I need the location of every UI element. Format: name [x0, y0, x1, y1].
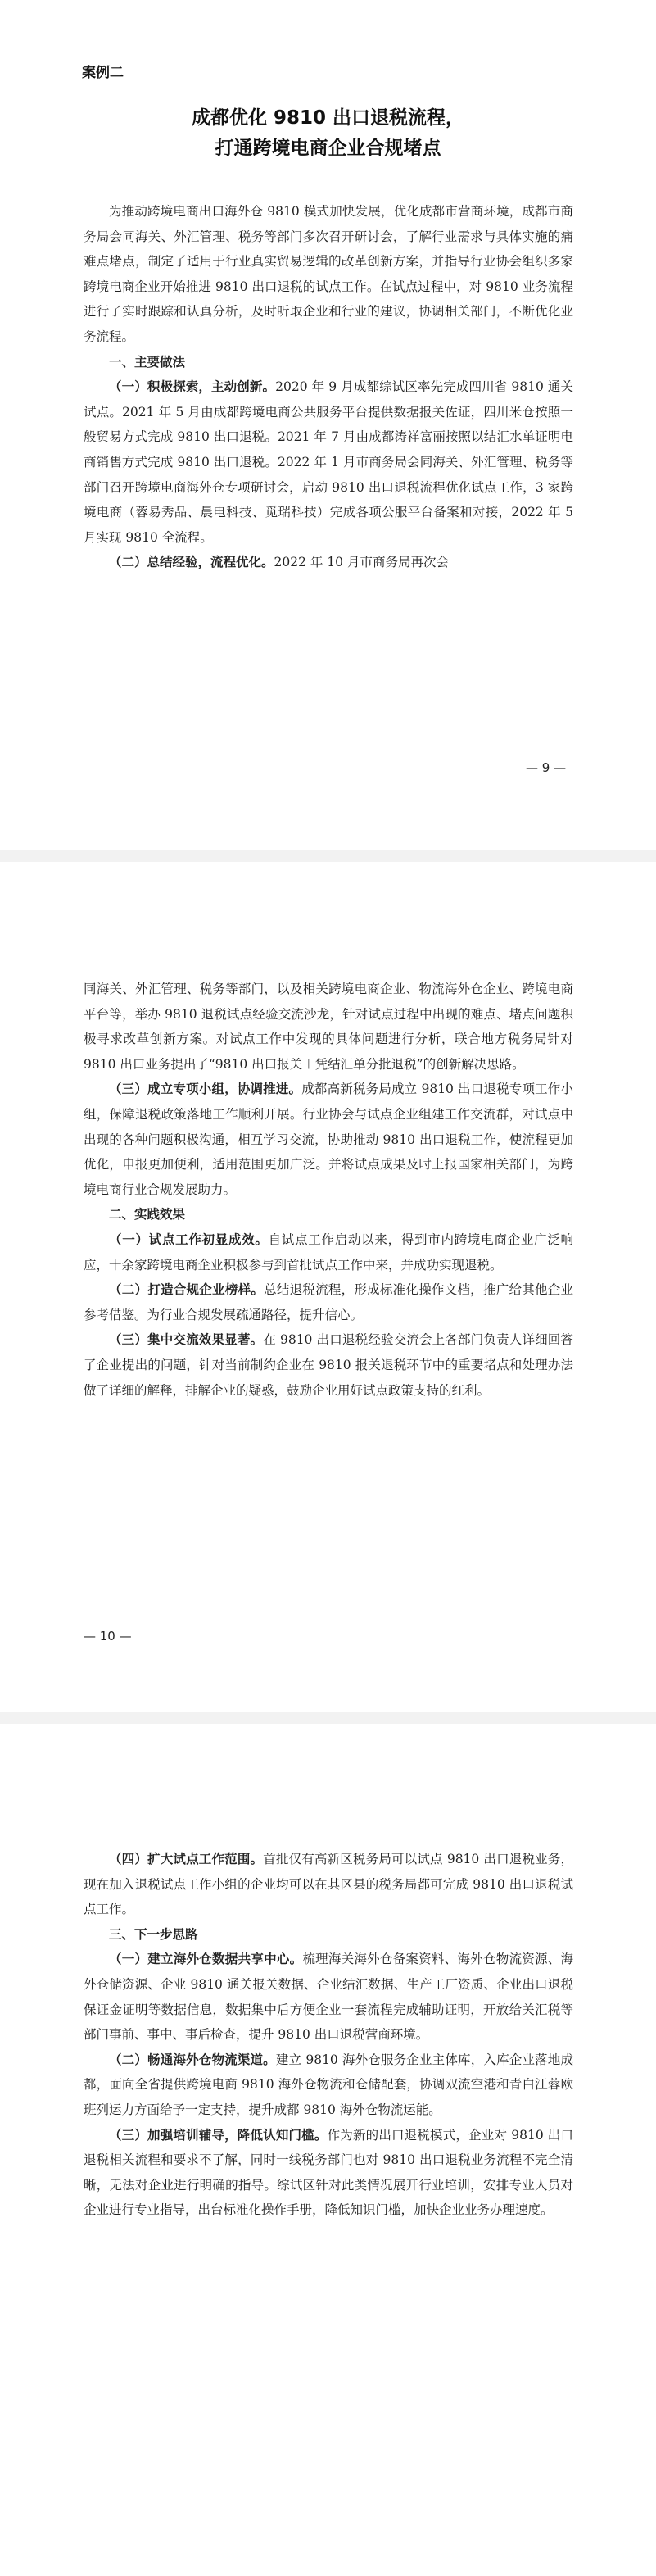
page-1-body	[84, 199, 573, 575]
next-1-heading: （一）建立海外仓数据共享中心。	[109, 1952, 303, 1967]
paragraph-next-3	[84, 2123, 573, 2223]
effect-4-heading: （四）扩大试点工作范围。	[109, 1852, 264, 1866]
effect-1-heading: （一）试点工作初显成效。	[109, 1231, 269, 1247]
document-page-3	[0, 1724, 656, 2576]
page-3-body	[84, 1847, 573, 2223]
effect-2-heading: （二）打造合规企业榜样。	[109, 1282, 265, 1298]
paragraph-item-2-start	[84, 550, 573, 575]
effect-2-text: 总结退税流程，形成标准化操作文档，推广给其他企业参考借鉴。为行业合规发展疏通路径，提升信心。	[84, 1282, 573, 1322]
document-title-line-2: 打通跨境电商企业合规堵点	[215, 138, 441, 159]
effect-3-text: 在 9810 出口退税经验交流会上各部门负责人详细回答了企业提出的问题，针对当前制约企业在 9810 报关退税环节中的重要堵点和处理办法做了详细的解释，排解企业的疑惑，鼓励企业用好试点政策支持的红利。	[84, 1332, 573, 1398]
page-number: — 10 —	[84, 1629, 132, 1644]
document-page-2	[0, 862, 656, 1712]
case-label: 案例二	[82, 65, 124, 81]
effect-4-text: 首批仅有高新区税务局可以试点 9810 出口退税业务，现在加入退税试点工作小组的企业均可以在其区县的税务局都可完成 9810 出口退税试点工作。	[84, 1852, 573, 1917]
item-3-heading: （三）成立专项小组，协调推进。	[109, 1082, 302, 1097]
item-1-text: 2020 年 9 月成都综试区率先完成四川省 9810 通关试点。2021 年 5 月由成都跨境电商公共服务平台提供数据报关佐证，四川米仓按照一般贸易方式完成 9810 出口退税。2021 年 7 月由成都涛祥富丽按照以结汇水单证明电商销售方式完成 9810 出口退税。2022 年 1 月市商务局会同海关、外汇管理、税务等部门召开跨境电商海外仓专项研讨会，启动 9810 出口退税流程优化试点工作，3 家跨境电商（蓉易秀品、晨电科技、觅瑞科技）完成各项公服平台备案和对接，2022 年 5 月实现 9810 全流程。	[84, 379, 573, 545]
effect-1-text: 自试点工作启动以来，得到市内跨境电商企业广泛响应，十余家跨境电商企业积极参与到首批试点工作中来，并成功实现退税。	[84, 1231, 573, 1272]
section-heading-practical-effects: 二、实践效果	[109, 1207, 186, 1222]
item-2-heading: （二）总结经验，流程优化。	[109, 555, 274, 570]
section-heading-main-practices: 一、主要做法	[109, 354, 186, 370]
item-1-heading: （一）积极探索，主动创新。	[109, 379, 276, 395]
effect-3-heading: （三）集中交流效果显著。	[109, 1332, 264, 1348]
paragraph-effect-1	[84, 1227, 573, 1277]
paragraph-item-3	[84, 1077, 573, 1202]
paragraph-item-1	[84, 374, 573, 550]
document-title-line-1: 成都优化 9810 出口退税流程，	[191, 107, 465, 129]
document-page-1	[0, 0, 656, 850]
page-2-body	[84, 977, 573, 1403]
intro-paragraph: 为推动跨境电商出口海外仓 9810 模式加快发展，优化成都市营商环境，成都市商务局会同海关、外汇管理、税务等部门多次召开研讨会，了解行业需求与具体实施的痛难点堵点，制定了适用于行业真实贸易逻辑的改革创新方案，并指导行业协会组织多家跨境电商企业开始推进 9810 出口退税的试点工作。在试点过程中，对 9810 业务流程进行了实时跟踪和认真分析，及时听取企业和行业的建议，协调相关部门，不断优化业务流程。	[84, 204, 573, 344]
next-1-text: 梳理海关海外仓备案资料、海外仓物流资源、海外仓储资源、企业 9810 通关报关数据、企业结汇数据、生产工厂资质、企业出口退税保证金证明等数据信息，数据集中后方便企业一套流程完成辅助证明，开放给关汇税等部门事前、事中、事后检查，提升 9810 出口退税营商环境。	[84, 1952, 573, 2043]
section-heading-next-steps: 三、下一步思路	[109, 1926, 198, 1942]
paragraph-next-2	[84, 2048, 573, 2123]
next-3-text: 作为新的出口退税模式，企业对 9810 出口退税相关流程和要求不了解，同时一线税务部门也对 9810 出口退税业务流程不完全清晰，无法对企业进行明确的指导。综试区针对此类情况展开行业培训，安排专业人员对企业进行专业指导，出台标准化操作手册，降低知识门槛，加快企业业务办理速度。	[84, 2127, 573, 2218]
next-2-heading: （二）畅通海外仓物流渠道。	[109, 2052, 276, 2067]
page-number: — 9 —	[526, 760, 567, 775]
next-3-heading: （三）加强培训辅导，降低认知门槛。	[109, 2127, 328, 2143]
continued-paragraph: 同海关、外汇管理、税务等部门，以及相关跨境电商企业、物流海外仓企业、跨境电商平台等，举办 9810 退税试点经验交流沙龙，针对试点过程中出现的难点、堵点问题积极寻求改革创新方案。对试点工作中发现的具体问题进行分析，联合地方税务局针对 9810 出口业务提出了“9810 出口报关＋凭结汇单分批退税”的创新解决思路。	[84, 982, 573, 1072]
item-2-text: 2022 年 10 月市商务局再次会	[274, 555, 449, 570]
paragraph-effect-3	[84, 1327, 573, 1403]
next-2-text: 建立 9810 海外仓服务企业主体库，入库企业落地成都，面向全省提供跨境电商 9810 海外仓物流和仓储配套，协调双流空港和青白江蓉欧班列运力方面给予一定支持，提升成都 9810 海外仓物流运能。	[84, 2052, 573, 2117]
paragraph-effect-4	[84, 1847, 573, 1922]
item-3-text: 成都高新税务局成立 9810 出口退税专项工作小组，保障退税政策落地工作顺利开展。行业协会与试点企业组建工作交流群，对试点中出现的各种问题积极沟通，相互学习交流，协助推动 9810 出口退税工作，使流程更加优化，申报更加便利，适用范围更加广泛。并将试点成果及时上报国家相关部门，为跨境电商行业合规发展助力。	[84, 1082, 573, 1197]
paragraph-next-1	[84, 1947, 573, 2047]
paragraph-effect-2	[84, 1277, 573, 1327]
